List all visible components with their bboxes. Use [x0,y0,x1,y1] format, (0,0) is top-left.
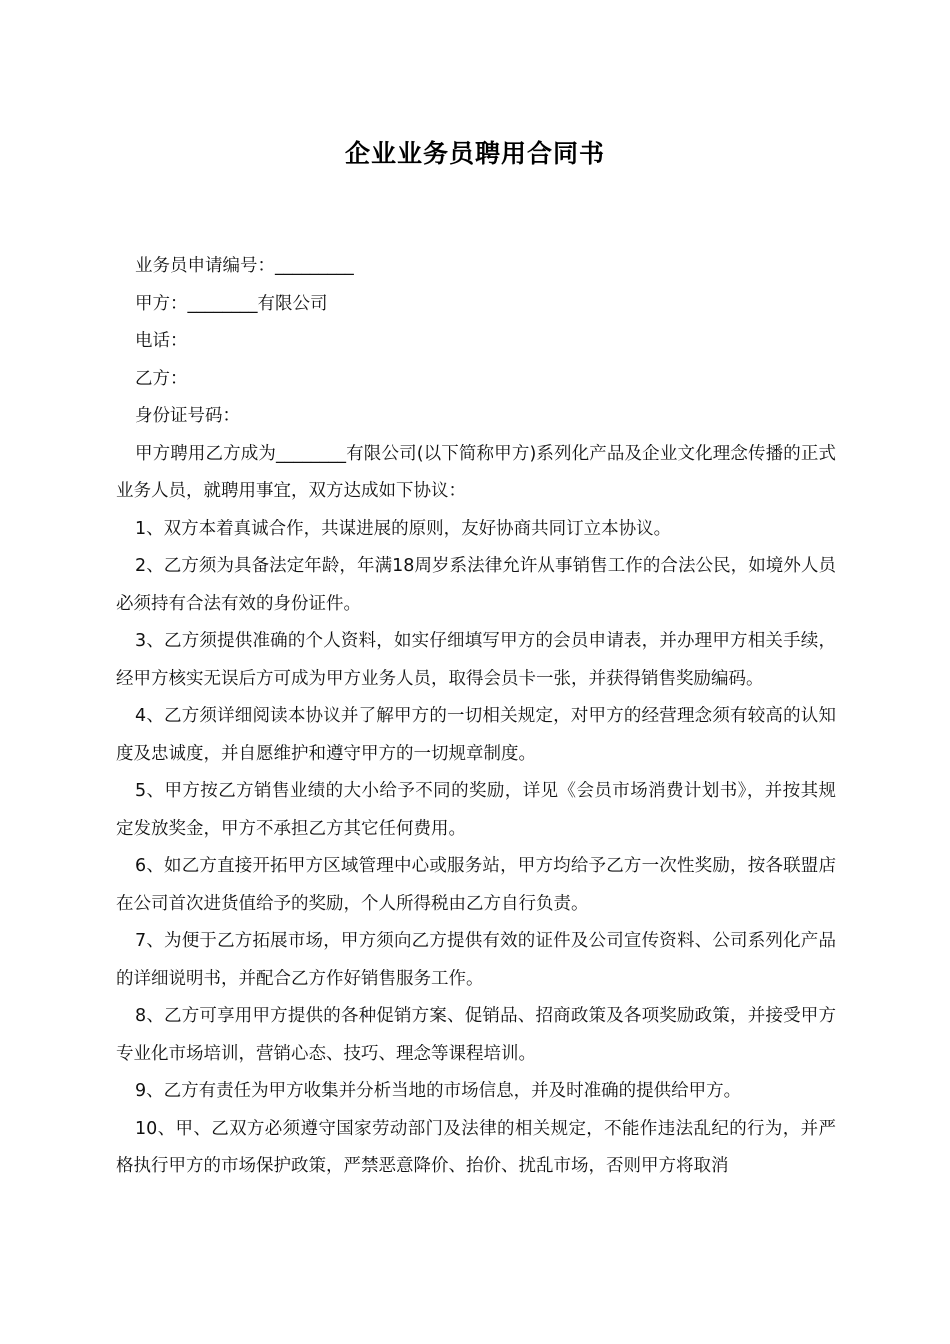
field-id-number: 身份证号码： [135,406,240,426]
document-body [116,248,836,1186]
document-title: 企业业务员聘用合同书 [344,139,605,168]
clause-7: 7、为便于乙方拓展市场，甲方须向乙方提供有效的证件及公司宣传资料、公司系列化产品的详细说明书，并配合乙方作好销售服务工作。 [116,931,836,989]
clause-6: 6、如乙方直接开拓甲方区域管理中心或服务站，甲方均给予乙方一次性奖励，按各联盟店在公司首次进货值给予的奖励，个人所得税由乙方自行负责。 [116,856,836,914]
clause-8: 8、乙方可享用甲方提供的各种促销方案、促销品、招商政策及各项奖励政策，并接受甲方专业化市场培训，营销心态、技巧、理念等课程培训。 [116,1006,836,1064]
field-party-a: 甲方：________有限公司 [135,293,328,314]
clause-3: 3、乙方须提供准确的个人资料，如实仔细填写甲方的会员申请表，并办理甲方相关手续，经甲方核实无误后方可成为甲方业务人员，取得会员卡一张，并获得销售奖励编码。 [116,631,836,689]
clause-5: 5、甲方按乙方销售业绩的大小给予不同的奖励，详见《会员市场消费计划书》，并按其规定发放奖金，甲方不承担乙方其它任何费用。 [116,781,836,839]
field-party-b: 乙方： [135,368,188,389]
clause-10: 10、甲、乙双方必须遵守国家劳动部门及法律的相关规定，不能作违法乱纪的行为，并严格执行甲方的市场保护政策，严禁恶意降价、抬价、扰乱市场，否则甲方将取消 [116,1118,836,1176]
intro-paragraph: 甲方聘用乙方成为________有限公司(以下简称甲方)系列化产品及企业文化理念传播的正式业务人员，就聘用事宜，双方达成如下协议： [116,443,836,501]
clause-2: 2、乙方须为具备法定年龄，年满18周岁系法律允许从事销售工作的合法公民，如境外人员必须持有合法有效的身份证件。 [116,556,836,614]
clause-4: 4、乙方须详细阅读本协议并了解甲方的一切相关规定，对甲方的经营理念须有较高的认知度及忠诚度，并自愿维护和遵守甲方的一切规章制度。 [116,706,836,764]
clause-9: 9、乙方有责任为甲方收集并分析当地的市场信息，并及时准确的提供给甲方。 [135,1081,742,1101]
field-applicant-number: 业务员申请编号：_________ [135,256,354,276]
clause-1: 1、双方本着真诚合作，共谋进展的原则，友好协商共同订立本协议。 [135,518,672,539]
field-phone: 电话： [135,331,188,351]
